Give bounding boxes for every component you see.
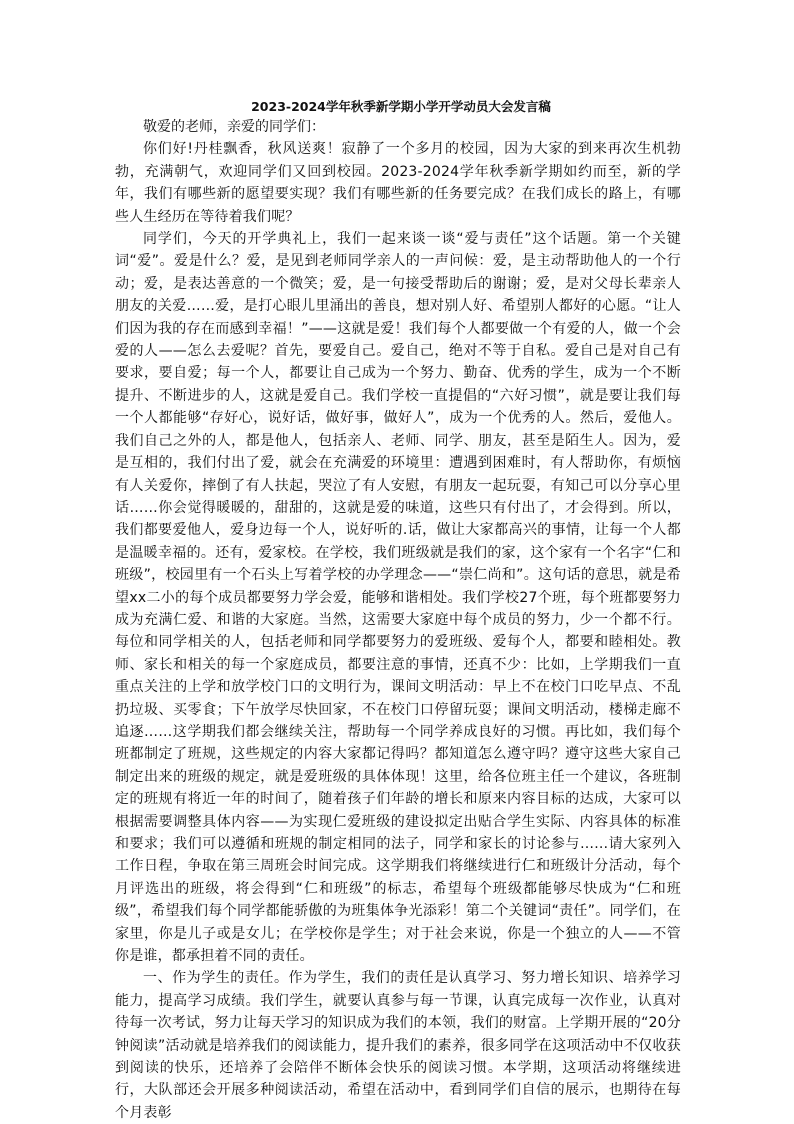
paragraph-greeting: 你们好!丹桂飘香，秋风送爽！寂静了一个多月的校园，因为大家的到来再次生机勃勃，充满朝气，欢迎同学们又回到校园。2023-2024学年秋季新学期如约而至，新的学年，我们有哪些新的愿望要实现？我们有哪些新的任务要完成？在我们成长的路上，有哪些人生经历在等待着我们呢？ — [115, 141, 681, 225]
paragraph-love: 同学们，今天的开学典礼上，我们一起来谈一谈“爱与责任”这个话题。第一个关键词“爱”。爱是什么？爱，是见到老师同学亲人的一声问候：爱，是主动帮助他人的一个行动；爱，是表达善意的一个微笑；爱，是一句接受帮助后的谢谢；爱，是对父母长辈亲人朋友的关爱……爱，是打心眼儿里涌出的善良，想对别人好、希望别人都好的心愿。“让人们因为我的存在而感到幸福！”——这就是爱！我们每个人都要做一个有爱的人，做一个会爱的人——怎么去爱呢？首先，要爱自己。爱自己，绝对不等于自私。爱自己是对自己有要求，要自爱；每一个人，都要让自己成为一个努力、勤奋、优秀的学生，成为一个不断提升、不断进步的人，这就是爱自己。我们学校一直提倡的“六好习惯”，就是要让我们每一个人都能够“存好心，说好话，做好事，做好人”，成为一个优秀的人。然后，爱他人。我们自己之外的人，都是他人，包括亲人、老师、同学、朋友，甚至是陌生人。因为，爱是互相的，我们付出了爱，就会在充满爱的环境里：遭遇到困难时，有人帮助你，有烦恼有人关爱你，摔倒了有人扶起，哭泣了有人安慰，有朋友一起玩耍，有知己可以分享心里话……你会觉得暖暖的，甜甜的，这就是爱的味道，这些只有付出了，才会得到。所以，我们都要爱他人，爱身边每一个人，说好听的.话，做让大家都高兴的事情，让每一个人都是温暖幸福的。还有，爱家校。在学校，我们班级就是我们的家，这个家有一个名字“仁和班级”，校园里有一个石头上写着学校的办学理念——“崇仁尚和”。这句话的意思，就是希望xx二小的每个成员都要努力学会爱，能够和谐相处。我们学校27个班，每个班都要努力成为充满仁爱、和谐的大家庭。当然，这需要大家庭中每个成员的努力，少一个都不行。每位和同学相关的人，包括老师和同学都要努力的爱班级、爱每个人，都要和睦相处。教师、家长和相关的每一个家庭成员，都要注意的事情，还真不少：比如，上学期我们一直重点关注的上学和放学校门口的文明行为，课间文明活动：早上不在校门口吃早点、不乱扔垃圾、买零食；下午放学尽快回家，不在校门口停留玩耍；课间文明活动，楼梯走廊不追逐……这学期我们都会继续关注，帮助每一个同学养成良好的习惯。再比如，我们每个班都制定了班规，这些规定的内容大家都记得吗？都知道怎么遵守吗？遵守这些大家自己制定出来的班级的规定，就是爱班级的具体体现！这里，给各位班主任一个建议，各班制定的班规有将近一年的时间了，随着孩子们年龄的增长和原来内容目标的达成，大家可以根据需要调整具体内容——为实现仁爱班级的建设拟定出贴合学生实际、内容具体的标准和要求；我们可以遵循和班规的制定相同的法子，同学和家长的讨论参与……请大家列入工作日程，争取在第三周班会时间完成。这学期我们将继续进行仁和班级计分活动，每个月评选出的班级，将会得到“仁和班级”的标志，希望每个班级都能够尽快成为“仁和班级”，希望我们每个同学都能骄傲的为班集体争光添彩！第二个关键词“责任”。同学们，在家里，你是儿子或是女儿；在学校你是学生；对于社会来说，你是一个独立的人——不管你是谁，都承担着不同的责任。 — [115, 231, 681, 965]
salutation: 敬爱的老师，亲爱的同学们： — [143, 119, 325, 135]
paragraph-responsibility: 一、作为学生的责任。作为学生，我们的责任是认真学习、努力增长知识、培养学习能力，提高学习成绩。我们学生，就要认真参与每一节课，认真完成每一次作业，认真对待每一次考试，努力让每天学习的知识成为我们的本领，我们的财富。上学期开展的“20分钟阅读”活动就是培养我们的阅读能力，提升我们的素养，很多同学在这项活动中不仅收获到阅读的快乐，还培养了会陪伴不断体会快乐的阅读习惯。本学期，这项活动将继续进行，大队部还会开展多种阅读活动，希望在活动中，看到同学们自信的展示，也期待在每个月表彰 — [115, 970, 681, 1121]
document-page — [115, 98, 681, 1124]
document-title: 2023-2024学年秋季新学期小学开学动员大会发言稿 — [251, 99, 551, 114]
